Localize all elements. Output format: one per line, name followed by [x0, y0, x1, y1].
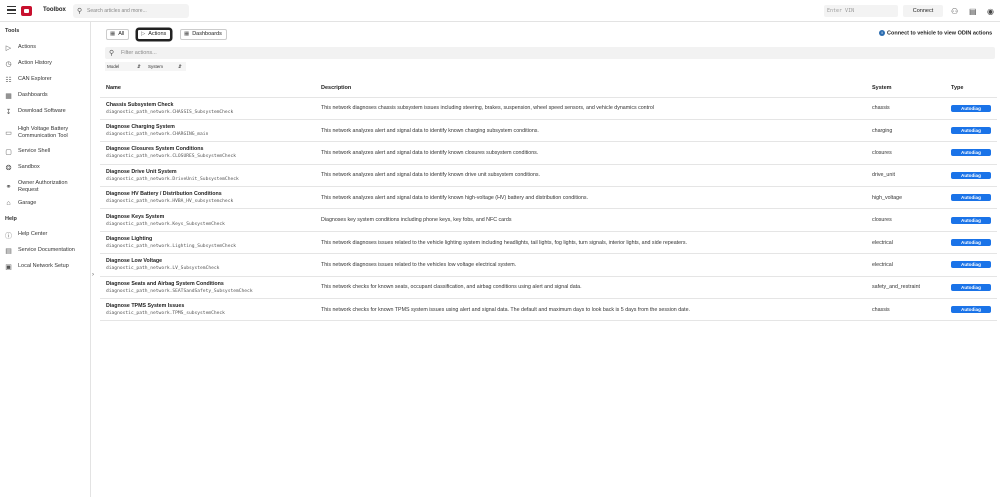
- action-type-cell: [945, 276, 997, 298]
- action-system: closures: [866, 209, 945, 231]
- top-bar: [0, 0, 1000, 22]
- action-name[interactable]: Diagnose Drive Unit System: [106, 168, 177, 175]
- help-section-title: Help: [5, 216, 17, 222]
- action-name-cell[interactable]: [100, 119, 315, 141]
- action-name-cell[interactable]: [100, 164, 315, 186]
- table-row[interactable]: [100, 119, 997, 141]
- play-icon: ▷: [141, 31, 146, 37]
- action-description: This network analyzes alert and signal data to identify known high-voltage (HV) battery and distribution conditions.: [315, 187, 866, 209]
- table-row[interactable]: [100, 231, 997, 253]
- battery-icon: ▭: [5, 130, 12, 137]
- filter-input[interactable]: [105, 47, 995, 59]
- connect-notice: i Connect to vehicle to view ODIN actions: [879, 30, 992, 36]
- type-badge: Autodiag: [951, 194, 991, 201]
- connect-button[interactable]: Connect: [903, 5, 943, 17]
- action-path: diagnostic_path_network.LV_SubsystemCheck: [106, 266, 220, 272]
- action-path: diagnostic_path_network.Keys_SubsystemCheck: [106, 221, 225, 227]
- action-type-cell: [945, 231, 997, 253]
- header-name[interactable]: Name: [100, 79, 315, 97]
- column-chip-model[interactable]: Model: [107, 64, 120, 69]
- action-path: diagnostic_path_network.CLOSURES_SubsystemCheck: [106, 154, 236, 160]
- type-badge: Autodiag: [951, 306, 991, 313]
- action-description: This network analyzes alert and signal data to identify known charging subsystem conditions.: [315, 119, 866, 141]
- vin-input[interactable]: [824, 5, 898, 17]
- action-type-cell: [945, 299, 997, 321]
- help-icon: ⓘ: [5, 233, 12, 240]
- search-placeholder: Search articles and more...: [87, 8, 147, 14]
- action-type-cell: [945, 187, 997, 209]
- action-name[interactable]: Chassis Subsystem Check: [106, 101, 174, 108]
- vin-placeholder: Enter VIN: [827, 8, 855, 14]
- action-system: chassis: [866, 299, 945, 321]
- action-type-cell: [945, 164, 997, 186]
- glasses-icon[interactable]: ⚇: [951, 7, 959, 16]
- chip-dashboards[interactable]: ▦ Dashboards: [180, 29, 227, 40]
- search-input[interactable]: [73, 4, 189, 18]
- action-path: diagnostic_path_network.DriveUnit_SubsystemCheck: [106, 176, 239, 182]
- table-row[interactable]: [100, 164, 997, 186]
- info-icon: i: [879, 30, 885, 36]
- key-icon: ⚭: [5, 184, 12, 191]
- chip-all[interactable]: ▦ All: [106, 29, 129, 40]
- action-description: This network diagnoses issues related to the vehicle lighting system including headlights, tail lights, fog lights, turn signals, interior lights, and side repeaters.: [315, 231, 866, 253]
- type-badge: Autodiag: [951, 172, 991, 179]
- action-name-cell[interactable]: [100, 231, 315, 253]
- table-row[interactable]: [100, 276, 997, 298]
- action-type-cell: [945, 119, 997, 141]
- action-system: charging: [866, 119, 945, 141]
- action-system: closures: [866, 142, 945, 164]
- table-row[interactable]: [100, 254, 997, 276]
- action-path: diagnostic_path_network.HVBA_HV_subsystemcheck: [106, 199, 234, 205]
- type-badge: Autodiag: [951, 127, 991, 134]
- tools-section-title: Tools: [5, 28, 20, 34]
- history-icon: ◷: [5, 61, 12, 68]
- action-description: This network diagnoses issues related to the vehicles low voltage electrical system.: [315, 254, 866, 276]
- action-system: chassis: [866, 97, 945, 119]
- play-icon: ▷: [5, 45, 12, 52]
- sidebar-collapse-chevron-icon[interactable]: ›: [92, 272, 94, 278]
- action-name[interactable]: Diagnose Lighting: [106, 236, 153, 243]
- table-row[interactable]: [100, 299, 997, 321]
- action-name-cell[interactable]: [100, 299, 315, 321]
- action-description: This network diagnoses chassis subsystem issues including steering, brakes, suspension, wheel speed sensors, and vehicle dynamics control: [315, 97, 866, 119]
- grid-icon: ▦: [110, 31, 116, 37]
- type-badge: Autodiag: [951, 239, 991, 246]
- action-path: diagnostic_path_network.Lighting_SubsystemCheck: [106, 244, 236, 250]
- main-content: [100, 22, 1000, 497]
- column-chip-system[interactable]: System: [148, 64, 164, 69]
- chip-actions[interactable]: ▷ Actions: [137, 29, 171, 40]
- sandbox-icon: ❂: [5, 165, 12, 172]
- search-icon: ⚲: [77, 8, 83, 15]
- action-description: Diagnoses key system conditions including phone keys, key fobs, and NFC cards: [315, 209, 866, 231]
- table-row[interactable]: [100, 209, 997, 231]
- action-path: diagnostic_path_network.TPMS_subsystemCheck: [106, 311, 225, 317]
- header-system[interactable]: System: [866, 79, 945, 97]
- can-icon: ☷: [5, 77, 12, 84]
- column-filter-chips: [105, 62, 186, 71]
- action-description: This network analyzes alert and signal data to identify known closures subsystem conditions.: [315, 142, 866, 164]
- action-name[interactable]: Diagnose TPMS System Issues: [106, 303, 185, 310]
- actions-table: [100, 79, 997, 321]
- action-type-cell: [945, 97, 997, 119]
- table-header-row: [100, 79, 997, 97]
- action-system: electrical: [866, 254, 945, 276]
- action-system: safety_and_restraint: [866, 276, 945, 298]
- dashboard-icon: ▦: [5, 93, 12, 100]
- action-path: diagnostic_path_network.CHARGING_main: [106, 132, 209, 138]
- garage-icon: ⌂: [6, 200, 11, 207]
- header-description[interactable]: Description: [315, 79, 866, 97]
- action-name[interactable]: Diagnose Closures System Conditions: [106, 146, 204, 153]
- hamburger-icon[interactable]: [7, 6, 16, 14]
- action-path: diagnostic_path_network.CHASSIS_SubsystemCheck: [106, 109, 234, 115]
- action-system: electrical: [866, 231, 945, 253]
- sidebar: Tools ▷ Actions ◷ Action History ☷ CAN Explorer ▦ Dashboards ↧ Download Software ▭ High Voltage Battery Communication Tool ▢ Service Shell ❂ Sandbox ⚭ Owner Authorization Request ⌂ Garage Help ⓘ Help Center ▤ Service Documentation ▣ Local Network Setup: [0, 22, 91, 497]
- type-badge: Autodiag: [951, 261, 991, 268]
- action-description: This network analyzes alert and signal data to identify known drive unit subsystem conditions.: [315, 164, 866, 186]
- action-type-cell: [945, 254, 997, 276]
- sort-icon[interactable]: ⇵: [178, 64, 182, 69]
- action-description: This network checks for known seats, occupant classification, and airbag conditions using alert and signal data.: [315, 276, 866, 298]
- download-icon: ↧: [5, 109, 12, 116]
- dashboard-icon: ▦: [184, 31, 190, 37]
- action-type-cell: [945, 209, 997, 231]
- table-row[interactable]: [100, 142, 997, 164]
- action-name-cell[interactable]: [100, 97, 315, 119]
- type-badge: Autodiag: [951, 105, 991, 112]
- action-name[interactable]: Diagnose Charging System: [106, 124, 175, 131]
- type-badge: Autodiag: [951, 217, 991, 224]
- action-system: drive_unit: [866, 164, 945, 186]
- action-path: diagnostic_path_network.SEATSandSafety_SubsystemCheck: [106, 288, 253, 294]
- action-name-cell[interactable]: [100, 254, 315, 276]
- network-icon: ▣: [5, 264, 12, 271]
- brand-title[interactable]: Toolbox: [43, 7, 66, 13]
- action-name-cell[interactable]: [100, 187, 315, 209]
- action-name[interactable]: Diagnose Keys System: [106, 213, 165, 220]
- header-type[interactable]: Type: [945, 79, 997, 97]
- chat-icon[interactable]: ▤: [969, 7, 977, 16]
- action-system: high_voltage: [866, 187, 945, 209]
- table-row[interactable]: [100, 187, 997, 209]
- sort-icon[interactable]: ⇵: [137, 64, 141, 69]
- terminal-icon: ▢: [5, 149, 12, 156]
- filter-placeholder: Filter actions...: [121, 50, 157, 56]
- action-name-cell[interactable]: [100, 209, 315, 231]
- action-name-cell[interactable]: [100, 142, 315, 164]
- action-name[interactable]: Diagnose HV Battery / Distribution Conditions: [106, 191, 222, 198]
- table-row[interactable]: [100, 97, 997, 119]
- action-type-cell: [945, 142, 997, 164]
- type-badge: Autodiag: [951, 149, 991, 156]
- book-icon: ▤: [5, 248, 12, 255]
- action-description: This network checks for known TPMS system issues using alert and signal data. The default and maximum days to look back is 5 days from the session date.: [315, 299, 866, 321]
- search-icon: ⚲: [109, 50, 115, 57]
- action-name[interactable]: Diagnose Low Voltage: [106, 258, 163, 265]
- brand-logo[interactable]: [21, 6, 32, 16]
- user-icon[interactable]: ◉: [987, 7, 994, 16]
- action-name[interactable]: Diagnose Seats and Airbag System Conditions: [106, 280, 224, 287]
- action-name-cell[interactable]: [100, 276, 315, 298]
- type-badge: Autodiag: [951, 284, 991, 291]
